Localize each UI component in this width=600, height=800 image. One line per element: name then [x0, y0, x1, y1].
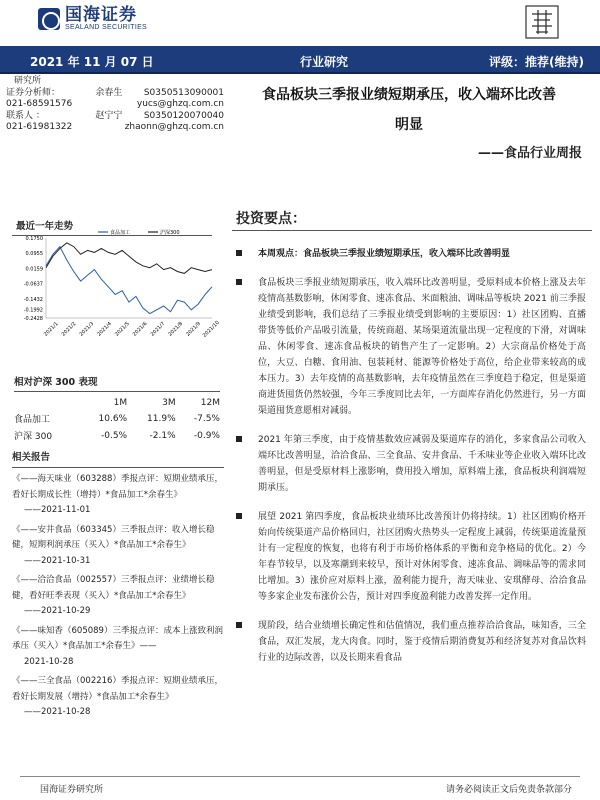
header: [0, 0, 600, 44]
y-tick-label: -0.1992: [23, 307, 43, 314]
analyst-row: 021-61981322 zhaonn@ghzq.com.cn: [6, 122, 224, 132]
paragraph: 2021 年第三季度，由于疫情基数效应减弱及渠道库存的消化，多家食品公司收入端环比改善明显，洽洽食品、三全食品、安井食品、千禾味业等企业收入端环比改善明显，但是受原材料上涨影响，费用投入增加，原料端上涨，食品板块利润端短期承压。: [236, 432, 586, 496]
series-line: [46, 243, 212, 274]
main-content: [228, 80, 590, 161]
trend-title: 最近一年走势: [16, 221, 74, 232]
footer-divider: [20, 776, 580, 777]
report-item[interactable]: 《——味知香（605089）三季报点评：成本上涨致利润承压（买入）*食品加工*余春生》—— 2021-10-28: [12, 625, 223, 667]
footer-right: 请务必阅读正文后免责条款部分: [445, 785, 572, 795]
perf-header-row: 1M 3M 12M: [113, 398, 220, 408]
perf-row: 食品加工 10.6% 11.9% -7.5%: [14, 413, 220, 425]
reports-title: 相关报告: [12, 452, 51, 463]
analyst-row: 021-68591576 yucs@ghzq.com.cn: [6, 99, 224, 109]
report-item[interactable]: 《——三全食品（002216）季报点评：短期业绩承压，看好长期发展（增持）*食品加工*余春生》 ——2021-10-28: [12, 676, 223, 717]
x-tick-label: 2021/4: [96, 320, 113, 338]
analyst-info: [2, 76, 224, 134]
sidebar: [2, 76, 224, 232]
x-tick-label: 2021/8: [167, 320, 185, 338]
logo-icon: [38, 8, 60, 30]
analyst-row: 联系人 ： 赵宁宁 S0350120070040: [6, 110, 224, 121]
legend-label: 食品加工: [110, 230, 131, 236]
rating: 评级：推荐(维持): [489, 55, 584, 69]
y-tick-label: -0.0637: [23, 281, 43, 288]
paragraph: 现阶段，结合业绩增长确定性和估值情况，我们重点推荐洽洽食品，味知香，三全食品，双汇发展，龙大肉食。同时，鉴于疫情后期消费复苏和经济复苏对食品饮料行业的边际改善，以及长期来看食品: [236, 618, 586, 666]
report-category: 行业研究: [300, 55, 349, 69]
y-tick-label: -0.2428: [23, 316, 43, 322]
related-reports: [12, 452, 224, 721]
header-bar: [0, 46, 600, 74]
bullet-icon: [236, 279, 242, 285]
x-tick-label: 2021/6: [131, 320, 149, 338]
legend-label: 沪深300: [160, 230, 180, 236]
key-points: [236, 246, 586, 679]
bullet-icon: [236, 622, 242, 628]
x-tick-label: 2021/1: [42, 320, 60, 338]
perf-row: 沪深 300 -0.5% -2.1% -0.9%: [14, 430, 220, 442]
bullet-icon: [236, 436, 242, 442]
paragraph: 展望 2021 第四季度，食品板块业绩环比改善预计仍将持续。1）社区团购价格开始向传统渠道产品价格回归，社区团购火热势头一定程度上减弱，传统渠道流量预计有一定程度的恢复，也将有利于市场价格体系的平衡和竞争格局的优化。2）今年春节较早，以及寒潮到来较早，预计对休闲零食、速冻食品、调味品等的需求同比增加。3）涨价应对原料上涨，盈利能力提升，海天味业、安琪酵母、洽洽食品等多家企业发布涨价公告，预计对四季度盈利能力改善发挥一定作用。: [236, 509, 586, 605]
certification-stamp-icon: [524, 4, 560, 40]
logo-name-en: SEALAND SECURITIES: [65, 24, 148, 31]
bullet-icon: [236, 250, 242, 256]
report-item[interactable]: 《——洽洽食品（002557）三季报点评：业绩增长稳健，看好旺季表现（买入）*食品加工*余春生》 ——2021-10-29: [12, 575, 215, 616]
bullet-icon: [236, 513, 242, 519]
x-tick-label: 2021/3: [78, 320, 96, 338]
performance-table: [14, 374, 220, 444]
y-tick-label: 0.0955: [25, 251, 43, 258]
analyst-row: 证券分析师： 余春生 S0350513090001: [6, 87, 224, 98]
company-logo: [38, 6, 147, 32]
y-tick-label: -0.1432: [23, 296, 43, 303]
report-subtitle: ——食品行业周报: [477, 146, 582, 161]
x-tick-label: 2021/10: [201, 319, 221, 339]
report-item[interactable]: 《——海天味业（603288）季报点评：短期业绩承压，看好长期成长性（增持）*食品加工*余春生》 ——2021-11-01: [12, 474, 223, 515]
report-item[interactable]: 《——安井食品（603345）三季报点评：收入增长稳健，短期利润承压（买入）*食品加工*余春生》 ——2021-10-31: [12, 524, 215, 566]
x-tick-label: 2021/7: [149, 320, 167, 338]
x-tick-label: 2021/9: [185, 320, 202, 338]
y-tick-label: 0.1750: [25, 236, 43, 242]
x-tick-label: 2021/2: [60, 320, 78, 338]
perf-title: 相对沪深 300 表现: [14, 377, 98, 388]
divider: [232, 230, 592, 231]
institute-label: 研究所: [14, 76, 42, 86]
report-title: 食品板块三季报业绩短期承压，收入端环比改善 明显: [262, 87, 556, 133]
report-date: 2021 年 11 月 07 日: [30, 55, 154, 69]
logo-name: 国海证券: [65, 5, 137, 25]
y-tick-label: 0.0159: [25, 266, 43, 273]
trend-chart: [12, 226, 224, 344]
paragraph: 本周观点：食品板块三季报业绩短期承压，收入端环比改善明显: [236, 246, 586, 262]
footer-left: 国海证券研究所: [40, 785, 104, 795]
x-tick-label: 2021/5: [114, 320, 131, 338]
paragraph: 食品板块三季报业绩短期承压，收入端环比改善明显，受原料成本价格上涨及去年疫情高基数影响，休闲零食、速冻食品、米面粮油、调味品等板块 2021 前三季报业绩受到影响，我们总结了三季报业绩受到影响的主要原因：1）社区团购、直播带货等低价产品吸引流量，传统商超、某场渠道流量出现一定程度的下滑，对调味品、休闲零食、速冻食品板块的销售产生了一定影响。2）大宗商品价格处于高位，大豆、白糖、食用油、包装耗材、能源等价格处于高位，给企业带来较高的成本压力。3）去年疫情的高基数影响，去年疫情虽然在三季度趋于稳定，但是渠道商进货囤货仍然较强，今年三季度同比去年，一方面库存消化仍然进行，另一方面渠道囤货意愿相对减弱。: [236, 275, 586, 419]
key-points-title: 投资要点：: [236, 211, 306, 227]
